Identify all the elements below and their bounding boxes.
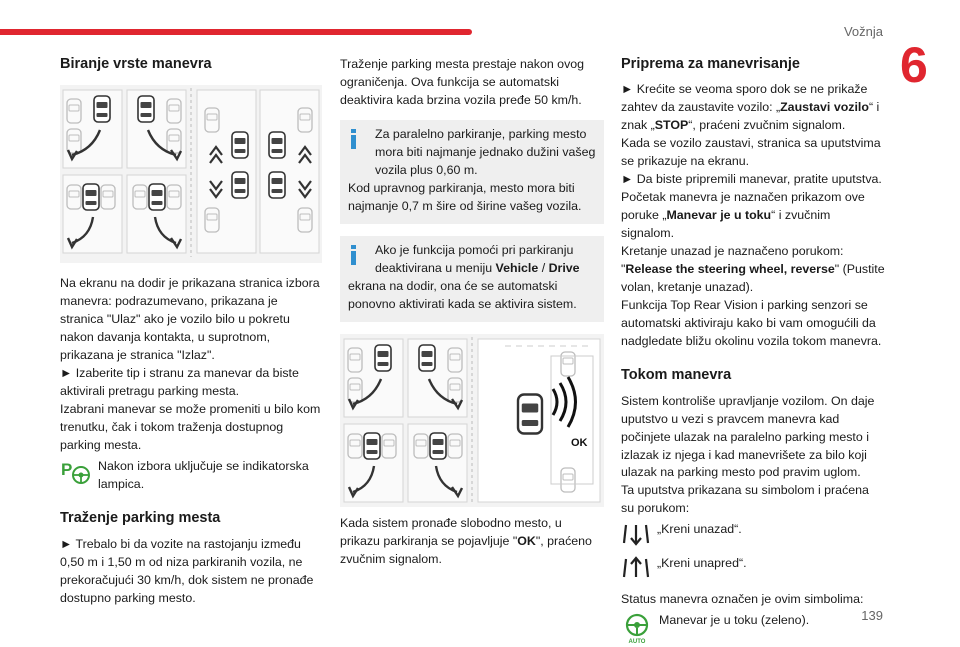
indicator-note bbox=[60, 458, 322, 494]
note-perpendicular-text: Kod upravnog parkiranja, mesto mora biti najmanje 0,7 m šire od širine vašeg vozila. bbox=[348, 180, 582, 213]
paragraph-vehicle-stopped: Kada se vozilo zaustavi, stranica sa uputstvima se prikazuje na ekranu. bbox=[621, 136, 881, 169]
paragraph-instructions: Ta uputstva prikazana su simbolom i praćena su porukom: bbox=[621, 483, 869, 516]
heading-maneuver-type: Biranje vrste manevra bbox=[60, 56, 212, 72]
paragraph-screen-info: Na ekranu na dodir je prikazana stranica izbora manevra: podrazumevano, prikazana je stranica "Ulaz" ako je vozilo bilo u pokretu nakon davanja kontakta, u suprotnom, prikazana je stranica "Izlaz". bbox=[60, 276, 320, 363]
maneuver-selection-figure bbox=[60, 85, 322, 263]
paragraph-prepare-maneuver: ► Da biste pripremili manevar, pratite uputstva. Početak manevra je naznačen prikazom ove poruke „Manevar je u toku“ i zvučnim signalom. bbox=[621, 172, 882, 241]
heading-preparation: Priprema za manevrisanje bbox=[621, 56, 800, 72]
column-2 bbox=[340, 56, 604, 569]
heading-during-maneuver: Tokom manevra bbox=[621, 367, 732, 384]
paragraph-search-stops: Traženje parking mesta prestaje nakon ovog ograničenja. Ova funkcija se automatski deaktivira kada brzina vozila pređe 50 km/h. bbox=[340, 57, 585, 107]
space-found-ok: OK bbox=[517, 533, 536, 548]
column-3 bbox=[621, 56, 885, 647]
section-title: Vožnja bbox=[843, 24, 883, 39]
heading-searching-space: Traženje parking mesta bbox=[60, 510, 221, 527]
space-found-figure bbox=[340, 334, 604, 507]
paragraph-move-slowly: ► Krećite se veoma sporo dok se ne prikaže zahtev da zaustavite vozilo: „Zaustavi vozilo“ i znak „STOP“, praćeni zvučnim signalom. bbox=[621, 82, 880, 133]
auto-label: AUTO bbox=[628, 639, 646, 645]
paragraph-change-maneuver: Izabrani manevar se može promeniti u bilo kom trenutku, čak i tokom traženja dostupnog parking mesta. bbox=[60, 402, 321, 453]
svg-text:P: P bbox=[61, 460, 73, 480]
column-1 bbox=[60, 56, 322, 608]
paragraph-reverse-message: Kretanje unazad je naznačeno porukom: "Release the steering wheel, reverse" (Pustite volan, kretanje unazad). bbox=[621, 244, 885, 295]
paragraph-space-found bbox=[340, 515, 604, 569]
paragraph-top-rear-vision: Funkcija Top Rear Vision i parking senzori se automatski aktiviraju kako bi vam omogućili da nadgledate bližu okolinu vozila tokom manevra. bbox=[621, 298, 882, 349]
reverse-instruction bbox=[621, 521, 885, 547]
reverse-arrow-icon bbox=[621, 521, 651, 547]
space-found-text-b: ", praćeno zvučnim signalom. bbox=[340, 533, 592, 566]
menu-vehicle: Vehicle bbox=[495, 260, 539, 275]
forward-instruction bbox=[621, 555, 885, 581]
reverse-message-text: „Kreni unazad“. bbox=[657, 522, 742, 537]
maneuver-types-illustration bbox=[60, 85, 322, 263]
ok-label: OK bbox=[571, 436, 588, 449]
chapter-number: 6 bbox=[900, 37, 928, 93]
menu-separator: / bbox=[538, 260, 549, 275]
parking-assist-indicator-icon bbox=[60, 458, 92, 486]
menu-drive: Drive bbox=[548, 260, 580, 275]
info-icon bbox=[350, 245, 357, 265]
indicator-note-text: Nakon izbora uključuje se indikatorska lampica. bbox=[98, 459, 309, 492]
forward-arrow-icon bbox=[621, 555, 651, 581]
page-number: 139 bbox=[861, 608, 883, 623]
note-space-size bbox=[340, 120, 604, 224]
note-deactivated-text: Ako je funkcija pomoći pri parkiranju deaktivirana u meniju bbox=[375, 242, 574, 275]
note-deactivated bbox=[340, 236, 604, 322]
top-accent-bar bbox=[0, 29, 472, 35]
space-found-illustration bbox=[340, 334, 604, 507]
paragraph-status-symbols: Status manevra označen je ovim simbolima: bbox=[621, 592, 864, 607]
paragraph-select-type: ► Izaberite tip i stranu za manevar da biste aktivirali pretragu parking mesta. bbox=[60, 366, 299, 399]
status-message-text: Manevar je u toku (zeleno). bbox=[659, 613, 810, 628]
info-icon bbox=[350, 129, 357, 149]
forward-message-text: „Kreni unapred“. bbox=[657, 556, 747, 571]
note-parallel-text: Za paralelno parkiranje, parking mesto mora biti najmanje jednako dužini vašeg vozila plus 0,60 m. bbox=[375, 126, 596, 177]
paragraph-search-distance: ► Trebalo bi da vozite na rastojanju između 0,50 m i 1,50 m od niza parkiranih vozila, ne prekoračujući 30 km/h, dok sistem ne pronađe dostupno parking mesto. bbox=[60, 536, 314, 605]
note-deactivated-text-2: ekrana na dodir, ona će se automatski ponovno aktivirati kada se aktivira sistem. bbox=[348, 278, 577, 311]
paragraph-system-controls: Sistem kontroliše upravljanje vozilom. On daje uputstvo u vezi s pravcem manevra kad počinjete ulazak na paralelno parking mesto i izlazak iz njega i kad manevrišete za bilo koji ulazak na parking mesto pod pravim uglom. bbox=[621, 393, 875, 480]
space-found-text-a: Kada sistem pronađe slobodno mesto, u prikazu parkiranja se pojavljuje " bbox=[340, 515, 562, 548]
